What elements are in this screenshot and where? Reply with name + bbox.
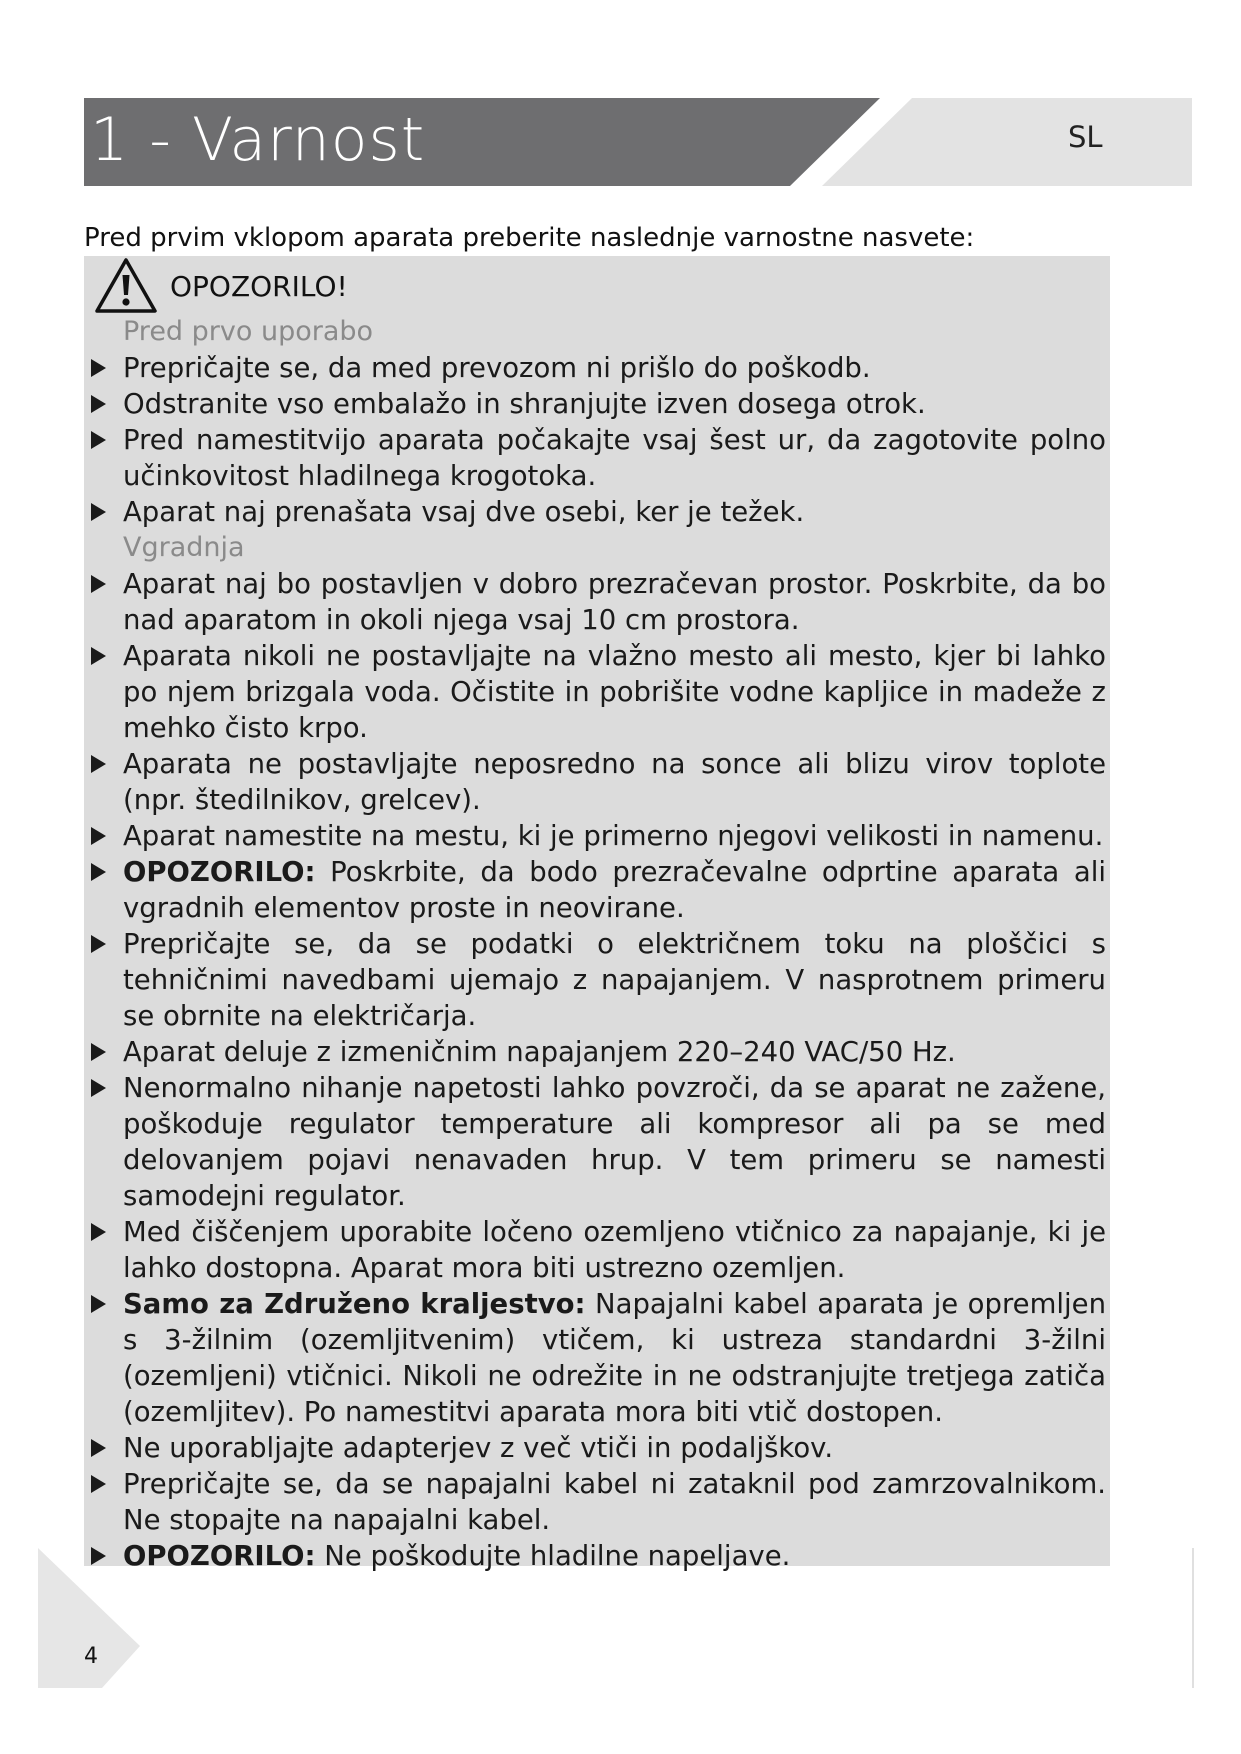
safety-list [88,314,1106,1574]
bullet-arrow-icon [91,1223,106,1241]
item-body: Ne poškodujte hladilne napeljave. [315,1540,791,1572]
bullet-arrow-icon [91,575,106,593]
bullet-arrow-icon [91,1295,106,1313]
page-title: 1 - Varnost [90,105,426,175]
list-item-text [123,350,1106,386]
warning-label: OPOZORILO! [170,269,348,303]
bullet-arrow-icon [91,647,106,665]
list-item-text [123,422,1106,494]
list-item-text [123,638,1106,746]
item-body: Aparata ne postavljajte neposredno na sonce ali blizu virov toplote (npr. štedilnikov, grelcev). [123,748,1106,816]
bullet-arrow-icon [91,935,106,953]
list-item [88,746,1106,818]
bullet-arrow-icon [91,1475,106,1493]
item-body: Aparat naj bo postavljen v dobro prezračevan prostor. Poskrbite, da bo nad aparatom in okoli njega vsaj 10 cm prostora. [123,568,1106,636]
section-heading: Pred prvo uporabo [123,316,374,347]
list-item-text [123,494,1106,530]
list-item [88,422,1106,494]
bullet-arrow-icon [91,431,106,449]
list-item-text [123,386,1106,422]
bullet-arrow-icon [91,359,106,377]
bullet-arrow-icon [91,1079,106,1097]
bullet-arrow-icon [91,863,106,881]
list-item-text [123,566,1106,638]
list-item-text [123,1538,1106,1574]
list-item-text [123,818,1106,854]
list-item-text [123,746,1106,818]
list-item [88,1214,1106,1286]
list-item [88,494,1106,530]
list-item [88,1538,1106,1574]
intro-text: Pred prvim vklopom aparata preberite naslednje varnostne nasvete: [84,223,975,253]
item-body: Aparat naj prenašata vsaj dve osebi, ker je težek. [123,496,805,528]
list-item [88,1070,1106,1214]
item-body: Napajalni kabel aparata je opremljen s 3-žilnim (ozemljitvenim) vtičem, ki ustreza standardni 3-žilni (ozemljeni) vtičnici. Nikoli ne odrežite in ne odstranjujte tretjega zatiča (ozemljitev). Po namestitvi aparata mora biti vtič dostopen. [123,1288,1106,1428]
list-item-text [123,926,1106,1034]
list-item [88,386,1106,422]
list-item-text [123,1070,1106,1214]
item-body: Aparat namestite na mestu, ki je primerno njegovi velikosti in namenu. [123,820,1104,852]
item-body: Ne uporabljajte adapterjev z več vtiči in podaljškov. [123,1432,834,1464]
bullet-arrow-icon [91,395,106,413]
item-body: Pred namestitvijo aparata počakajte vsaj šest ur, da zagotovite polno učinkovitost hladilnega krogotoka. [123,424,1106,492]
list-item [88,1034,1106,1070]
list-item [88,854,1106,926]
list-item [88,350,1106,386]
list-item-text [123,1034,1106,1070]
language-tab [822,98,1192,186]
list-item [88,1286,1106,1430]
item-body: Prepričajte se, da med prevozom ni prišlo do poškodb. [123,352,871,384]
list-item [88,1430,1106,1466]
warning-header [94,256,348,316]
item-body: Poskrbite, da bodo prezračevalne odprtine aparata ali vgradnih elementov proste in neovirane. [123,856,1106,924]
item-body: Aparata nikoli ne postavljajte na vlažno mesto ali mesto, kjer bi lahko po njem brizgala voda. Očistite in pobrišite vodne kapljice in madeže z mehko čisto krpo. [123,640,1106,744]
item-lead: OPOZORILO: [123,1540,316,1572]
bullet-arrow-icon [91,1547,106,1565]
list-item [88,566,1106,638]
list-item-text [123,1214,1106,1286]
warning-triangle-icon [94,257,158,315]
list-item-text [123,1466,1106,1538]
list-item-text [123,854,1106,926]
bullet-arrow-icon [91,755,106,773]
bullet-arrow-icon [91,1439,106,1457]
list-item-text [123,1430,1106,1466]
item-body: Nenormalno nihanje napetosti lahko povzroči, da se aparat ne zažene, poškoduje regulator temperature ali kompresor ali pa se med delovanjem pojavi nenavaden hrup. V tem primeru se namesti samodejni regulator. [123,1072,1106,1212]
bullet-arrow-icon [91,1043,106,1061]
list-item [88,1466,1106,1538]
item-body: Med čiščenjem uporabite ločeno ozemljeno vtičnico za napajanje, ki je lahko dostopna. Aparat mora biti ustrezno ozemljen. [123,1216,1106,1284]
language-code: SL [1068,120,1103,154]
list-item [88,926,1106,1034]
item-body: Odstranite vso embalažo in shranjujte izven dosega otrok. [123,388,926,420]
bullet-arrow-icon [91,827,106,845]
edge-line [1192,1548,1194,1688]
section-heading: Vgradnja [123,532,245,563]
page-number: 4 [84,1644,98,1669]
bullet-arrow-icon [91,503,106,521]
item-lead: Samo za Združeno kraljestvo: [123,1288,586,1320]
list-item [88,638,1106,746]
item-lead: OPOZORILO: [123,856,316,888]
item-body: Prepričajte se, da se podatki o električnem toku na ploščici s tehničnimi navedbami ujemajo z napajanjem. V nasprotnem primeru se obrnite na električarja. [123,928,1106,1032]
item-body: Prepričajte se, da se napajalni kabel ni zataknil pod zamrzovalnikom. Ne stopajte na napajalni kabel. [123,1468,1106,1536]
item-body: Aparat deluje z izmeničnim napajanjem 220–240 VAC/50 Hz. [123,1036,956,1068]
list-item-text [123,1286,1106,1430]
list-item [88,818,1106,854]
